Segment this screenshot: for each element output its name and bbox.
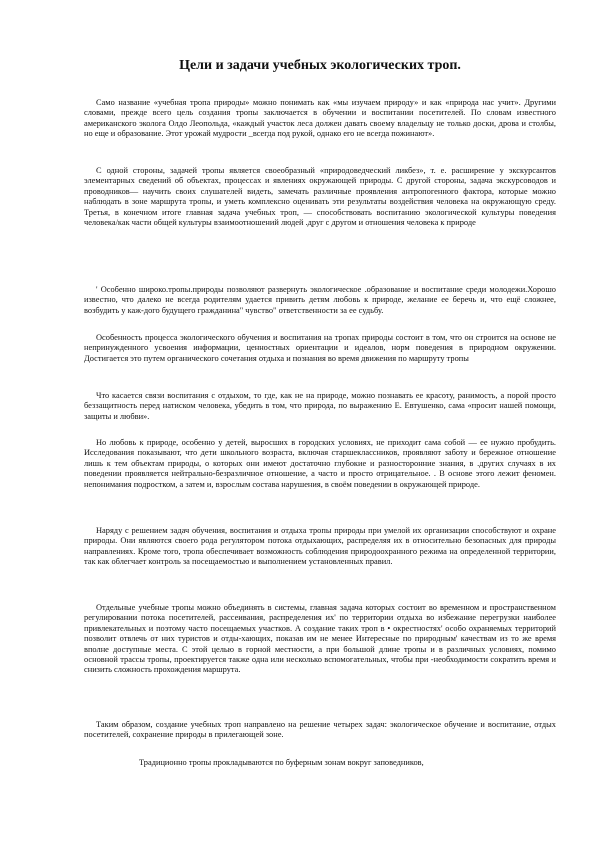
document-title: Цели и задачи учебных экологических троп. xyxy=(179,58,461,73)
paragraph-buffer-zones: Традиционно тропы прокладываются по буферным зонам вокруг заповедников, xyxy=(139,758,424,767)
document-page xyxy=(84,0,556,842)
paragraph-process-features: Особенность процесса экологического обучения и воспитания на тропах природы состоит в том, что он строится на основе не непринужденного усвоения информации, ценностных ориентации и идеалов, норм поведения в природном окружении. Достигается это путем органического сочетания отдыха и познания во время движения по маршруту тропы xyxy=(84,333,556,363)
paragraph-tropa-tasks: С одной стороны, задачей тропы является своеобразный «природоведческий ликбез», т. е. расширение у экскурсантов элементарных сведений об объектах, процессах и явлениях окружающей природы. С другой стороны, задача экскурсоводов и проводников— научить своих слушателей видеть, замечать различные проявления антропогенного фактора, которые можно наблюдать в зоне маршрута тропы, и уметь комплексно оценивать эти результаты воздействия человека на окружающую среду. Третья, в конечном итоге главная задача учебных троп, — способствовать воспитанию экологической культуры поведения человека/как части общей культуры взаимоотношений людей .друг с другом и отношения человека к природе xyxy=(84,166,556,228)
paragraph-conclusion: Таким образом, создание учебных троп направлено на решение четырех задач: экологическое обучение и воспитание, отдых посетителей, сохранение природы в прилегающей зоне. xyxy=(84,720,556,740)
paragraph-tropa-name: Само название «учебная тропа природы» можно понимать как «мы изучаем природу» и как «природа нас учит». Другими словами, прежде всего цель создания тропы заключается в обучении и воспитании посетителей. По словам известного американского эколога Олдо Леопольда, «каждый участок леса должен давать своему владельцу не только доски, дрова и столбы, но еще и образование. Этот урожай мудрости _всегда под рукой, однако его не всегда пожинают». xyxy=(84,98,556,139)
paragraph-nature-protection: Наряду с решением задач обучения, воспитания и отдыха тропы природы при умелой их организации способствуют и охране природы. Они являются своего рода регулятором потока отдыхающих, распределяя их в относительно безопасных для природы направлениях. Кроме того, тропа обеспечивает возможность соблюдения природоохранного режима на определенной территории, так как облегчает контроль за посещаемостью и выполнением установленных правил. xyxy=(84,526,556,567)
paragraph-rest-and-upbringing: Что касается связи воспитания с отдыхом, то где, как не на природе, можно познавать ее красоту, ранимость, а порой просто беззащитность перед натиском человека, убедить в том, что природа, по выражению Е. Евтушенко, сама «просит нашей помощи, защиты и любви». xyxy=(84,391,556,421)
paragraph-youth-education: ' Особенно широко.тропы.природы позволяют развернуть экологическое .образование и воспитание среди молодежи.Хорошо известно, что далеко не всегда родителям удается привить детям любовь к природе, желание ее беречь и, что ещё сложнее, возбудить у каж-дого будущего гражданина" чувство" ответственности за ее судьбу. xyxy=(84,285,556,315)
paragraph-trail-systems: Отдельные учебные тропы можно объединять в системы, главная задача которых состоит во временном и пространственном регулировании потока посетителей, рассеивания, распределения их' по территории отдыха во избежание перегрузки наиболее привлекательных и поэтому часто посещаемых участков. А создание таких троп в • окрестностях' особо охраняемых территорий позволит отвлечь от них туристов и отды-хающих, показав им не менее Интересные по природным' качествам из то же время вполне доступные места. С этой целью в горной местности, а при большой длине тропы и в различных условиях, помимо основной трассы тропы, проектируется также одна или несколько вспомогательных, чтобы при -необходимости сократить время и снизить сложность прохождения маршрута. xyxy=(84,603,556,675)
paragraph-love-of-nature: Но любовь к природе, особенно у детей, выросших в городских условиях, не приходит сама собой — ее нужно пробудить. Исследования показывают, что дети школьного возраста, включая старшеклассников, проявляют заботу и бережное отношение лишь к тем объектам природы, о которых они имеют достаточно глубокие и разносторонние знания, в .других случаях в их поведении проявляется нейтрально-безразличное отношение, а часто и просто отрицательное. . В основе этого лежит феномен. непонимания подростком, а затем и, взрослым состава нарушения, в своём поведении в окружающей природе. xyxy=(84,438,556,489)
